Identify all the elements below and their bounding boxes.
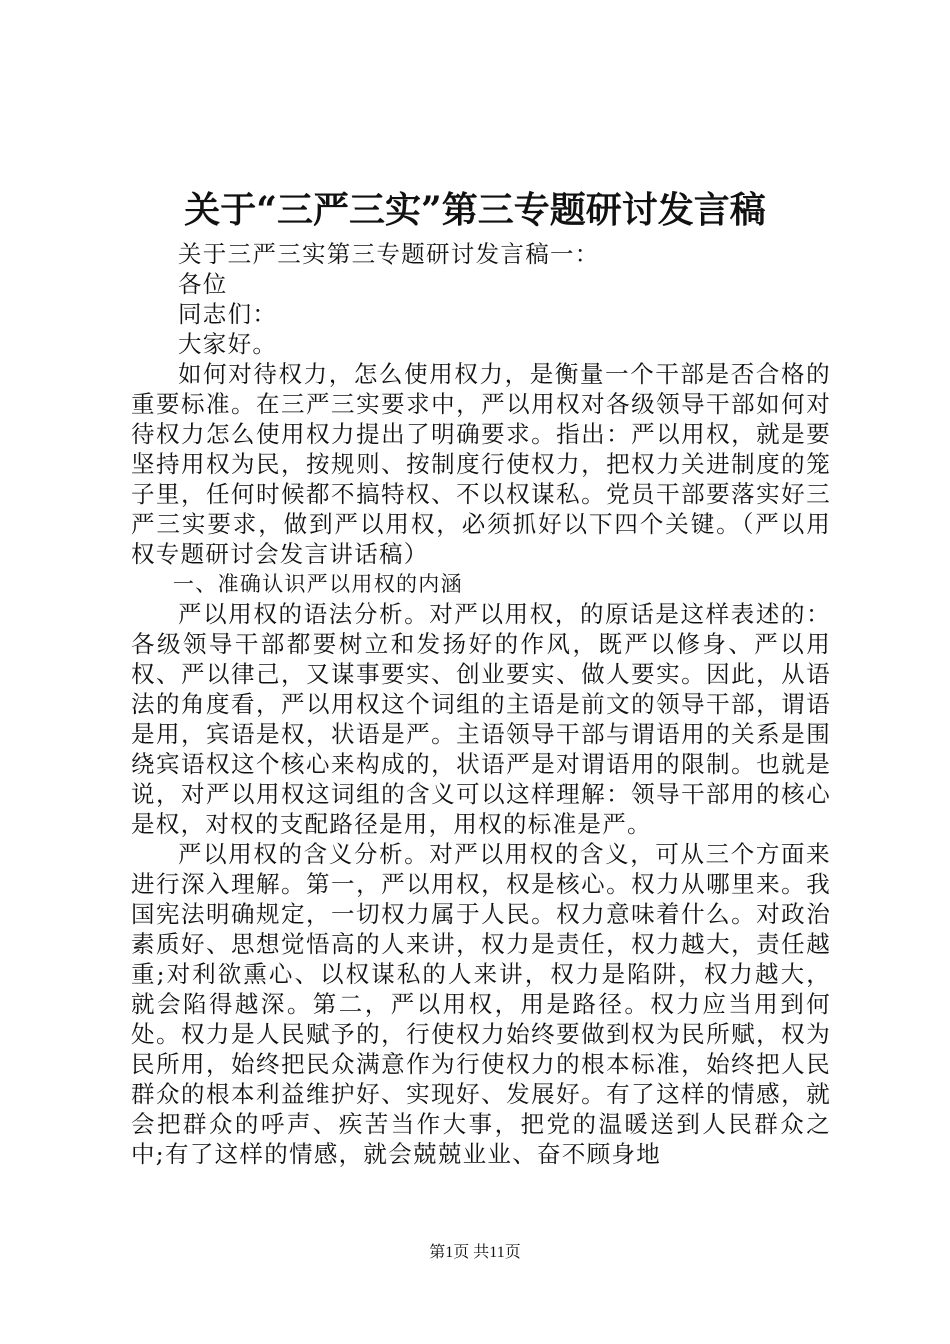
paragraph-body-3: 严以用权的含义分析。对严以用权的含义，可从三个方面来进行深入理解。第一，严以用权，权是核心。权力从哪里来。我国宪法明确规定，一切权力属于人民。权力意味着什么。对政治素质好、思想觉悟高的人来讲，权力是责任，权力越大，责任越重;对利欲熏心、以权谋私的人来讲，权力是陷阱，权力越大，就会陷得越深。第二，严以用权，用是路径。权力应当用到何处。权力是人民赋予的，行使权力始终要做到权为民所赋，权为民所用，始终把民众满意作为行使权力的根本标准，始终把人民群众的根本利益维护好、实现好、发展好。有了这样的情感，就会把群众的呼声、疾苦当作大事，把党的温暖送到人民群众之中;有了这样的情感，就会兢兢业业、奋不顾身地 [131,840,831,1168]
paragraph-body-2: 严以用权的语法分析。对严以用权，的原话是这样表述的：各级领导干部都要树立和发扬好的作风，既严以修身、严以用权、严以律己，又谋事要实、创业要实、做人要实。因此，从语法的角度看，严以用权这个词组的主语是前文的领导干部，谓语是用，宾语是权，状语是严。主语领导干部与谓语用的关系是围绕宾语权这个核心来构成的，状语严是对谓语用的限制。也就是说，对严以用权这词组的含义可以这样理解：领导干部用的核心是权，对权的支配路径是用，用权的标准是严。 [131,600,831,838]
page-footer: 第1页 共11页 [429,1244,521,1261]
section-heading-1: 一、准确认识严以用权的内涵 [173,572,463,596]
paragraph-greeting-2: 同志们： [178,300,278,328]
paragraph-greeting-1: 各位 [178,270,228,298]
document-body [131,239,831,1169]
paragraph-greeting-3: 大家好。 [178,330,278,358]
paragraph-intro: 关于三严三实第三专题研讨发言稿一： [178,240,600,268]
paragraph-body-1: 如何对待权力，怎么使用权力，是衡量一个干部是否合格的重要标准。在三严三实要求中，严以用权对各级领导干部如何对待权力怎么使用权力提出了明确要求。指出：严以用权，就是要坚持用权为民，按规则、按制度行使权力，把权力关进制度的笼子里，任何时候都不搞特权、不以权谋私。党员干部要落实好三严三实要求，做到严以用权，必须抓好以下四个关键。（严以用权专题研讨会发言讲话稿） [131,360,831,568]
document-title: 关于“三严三实”第三专题研讨发言稿 [184,189,766,231]
